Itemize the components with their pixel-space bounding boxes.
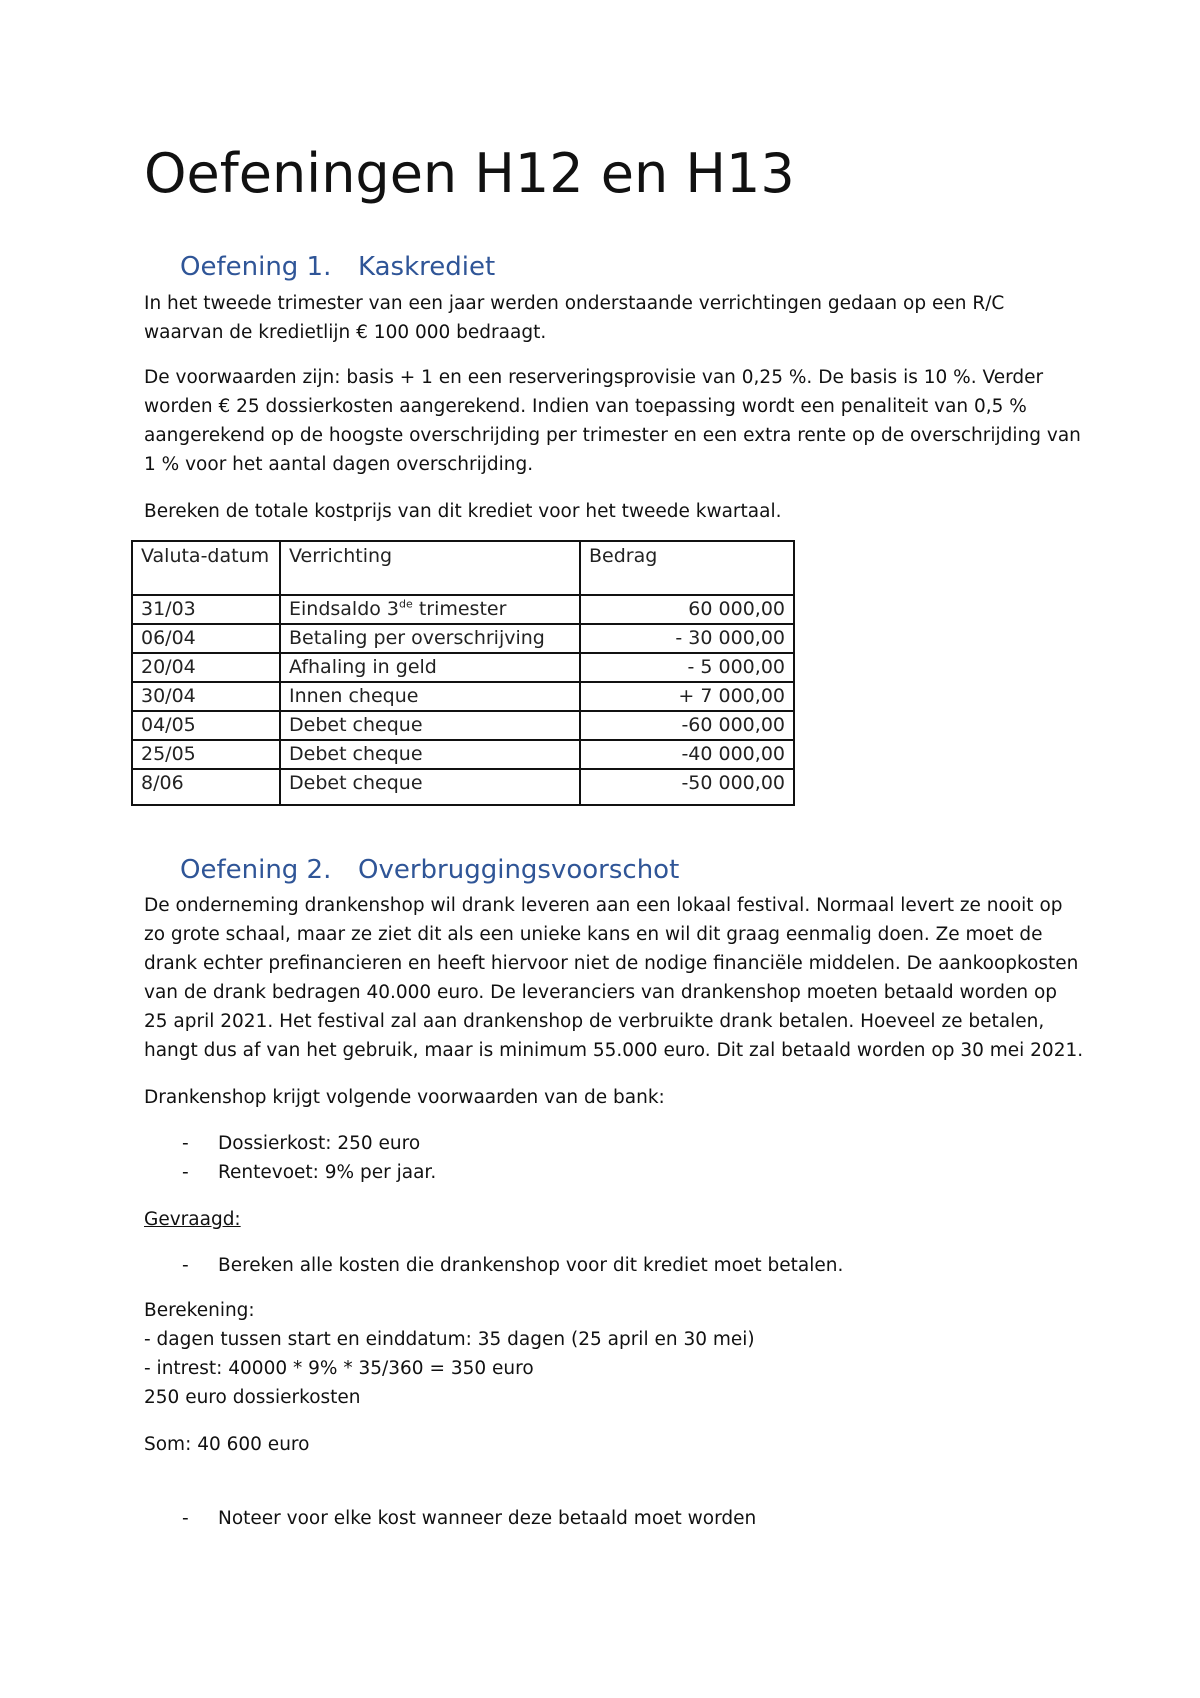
exercise-2-number: Oefening 2. [180, 855, 332, 885]
asked-item [182, 1251, 843, 1280]
row-amount: -60 000,00 [580, 711, 794, 740]
calculation-line: - intrest: 40000 * 9% * 35/360 = 350 euro [144, 1358, 534, 1379]
table-row [132, 595, 794, 624]
row-date: 06/04 [132, 624, 280, 653]
exercise-1-name: Kaskrediet [358, 252, 496, 282]
table-row [132, 769, 794, 805]
row-operation: Betaling per overschrijving [280, 624, 580, 653]
table-row [132, 624, 794, 653]
condition-text: Rentevoet: 9% per jaar. [218, 1162, 437, 1183]
row-operation: Afhaling in geld [280, 653, 580, 682]
sum-line: Som: 40 600 euro [144, 1434, 310, 1455]
row-date: 30/04 [132, 682, 280, 711]
exercise-1-question: Bereken de totale kostprijs van dit krediet voor het tweede kwartaal. [144, 501, 782, 522]
transactions-table [131, 540, 795, 806]
exercise-2-bank-conditions: Drankenshop krijgt volgende voorwaarden van de bank: [144, 1087, 665, 1108]
row-amount: -50 000,00 [580, 769, 794, 805]
table-row [132, 682, 794, 711]
header-operation: Verrichting [280, 541, 580, 595]
row-date: 8/06 [132, 769, 280, 805]
row-date: 20/04 [132, 653, 280, 682]
exercise-2-heading [180, 855, 679, 885]
calculation-line: 250 euro dossierkosten [144, 1387, 361, 1408]
row-amount: - 30 000,00 [580, 624, 794, 653]
row-amount: 60 000,00 [580, 595, 794, 624]
exercise-1-number: Oefening 1. [180, 252, 332, 282]
header-amount: Bedrag [580, 541, 794, 595]
asked-label [144, 1205, 1084, 1234]
exercise-1-conditions: De voorwaarden zijn: basis + 1 en een reserveringsprovisie van 0,25 %. De basis is 10 %. Verder worden € 25 dossierkosten aangerekend. Indien van toepassing wordt een penaliteit van 0,5 % aangerekend op de hoogste overschrijding per trimester en een extra rente op de overschrijding van 1 % voor het aantal dagen overschrijding. [144, 367, 1081, 475]
asked-item [182, 1504, 756, 1533]
asked-text: Noteer voor elke kost wanneer deze betaald moet worden [218, 1508, 757, 1529]
row-operation-tail: trimester [412, 598, 507, 620]
bullet-dash: - [182, 1255, 189, 1276]
condition-text: Dossierkost: 250 euro [218, 1133, 421, 1154]
exercise-1-intro: In het tweede trimester van een jaar werden onderstaande verrichtingen gedaan op een R/C waarvan de kredietlijn € 100 000 bedraagt. [144, 293, 1005, 343]
row-operation [280, 595, 580, 624]
exercise-2-intro: De onderneming drankenshop wil drank leveren aan een lokaal festival. Normaal levert ze nooit op zo grote schaal, maar ze ziet dit als een unieke kans en wil dit graag eenmalig doen. Ze moet de drank echter prefinancieren en heeft hiervoor niet de nodige financiële middelen. De aankoopkosten van de drank bedragen 40.000 euro. De leveranciers van drankenshop moeten betaald worden op 25 april 2021. Het festival zal aan drankenshop de verbruikte drank betalen. Hoeveel ze betalen, hangt dus af van het gebruik, maar is minimum 55.000 euro. Dit zal betaald worden op 30 mei 2021. [144, 895, 1084, 1061]
calculation-label: Berekening: [144, 1300, 255, 1321]
table-header-row [132, 541, 794, 595]
row-operation-text: Eindsaldo 3 [289, 598, 400, 620]
row-amount: + 7 000,00 [580, 682, 794, 711]
asked-label-text: Gevraagd: [144, 1209, 241, 1230]
row-date: 04/05 [132, 711, 280, 740]
exercise-2-name: Overbruggingsvoorschot [358, 855, 680, 885]
table-row [132, 653, 794, 682]
calculation-line: - dagen tussen start en einddatum: 35 dagen (25 april en 30 mei) [144, 1329, 755, 1350]
row-amount: - 5 000,00 [580, 653, 794, 682]
bullet-dash: - [182, 1508, 189, 1529]
row-operation-sup: de [399, 597, 413, 611]
row-operation: Innen cheque [280, 682, 580, 711]
condition-item [182, 1129, 420, 1158]
bullet-dash: - [182, 1133, 189, 1154]
header-date: Valuta-datum [132, 541, 280, 595]
row-date: 31/03 [132, 595, 280, 624]
condition-item [182, 1158, 436, 1187]
asked-text: Bereken alle kosten die drankenshop voor dit krediet moet betalen. [218, 1255, 844, 1276]
row-amount: -40 000,00 [580, 740, 794, 769]
row-operation: Debet cheque [280, 769, 580, 805]
bullet-dash: - [182, 1162, 189, 1183]
row-date: 25/05 [132, 740, 280, 769]
table-row [132, 711, 794, 740]
page-title: Oefeningen H12 en H13 [144, 142, 795, 205]
row-operation: Debet cheque [280, 711, 580, 740]
exercise-1-heading [180, 252, 495, 282]
row-operation: Debet cheque [280, 740, 580, 769]
table-row [132, 740, 794, 769]
